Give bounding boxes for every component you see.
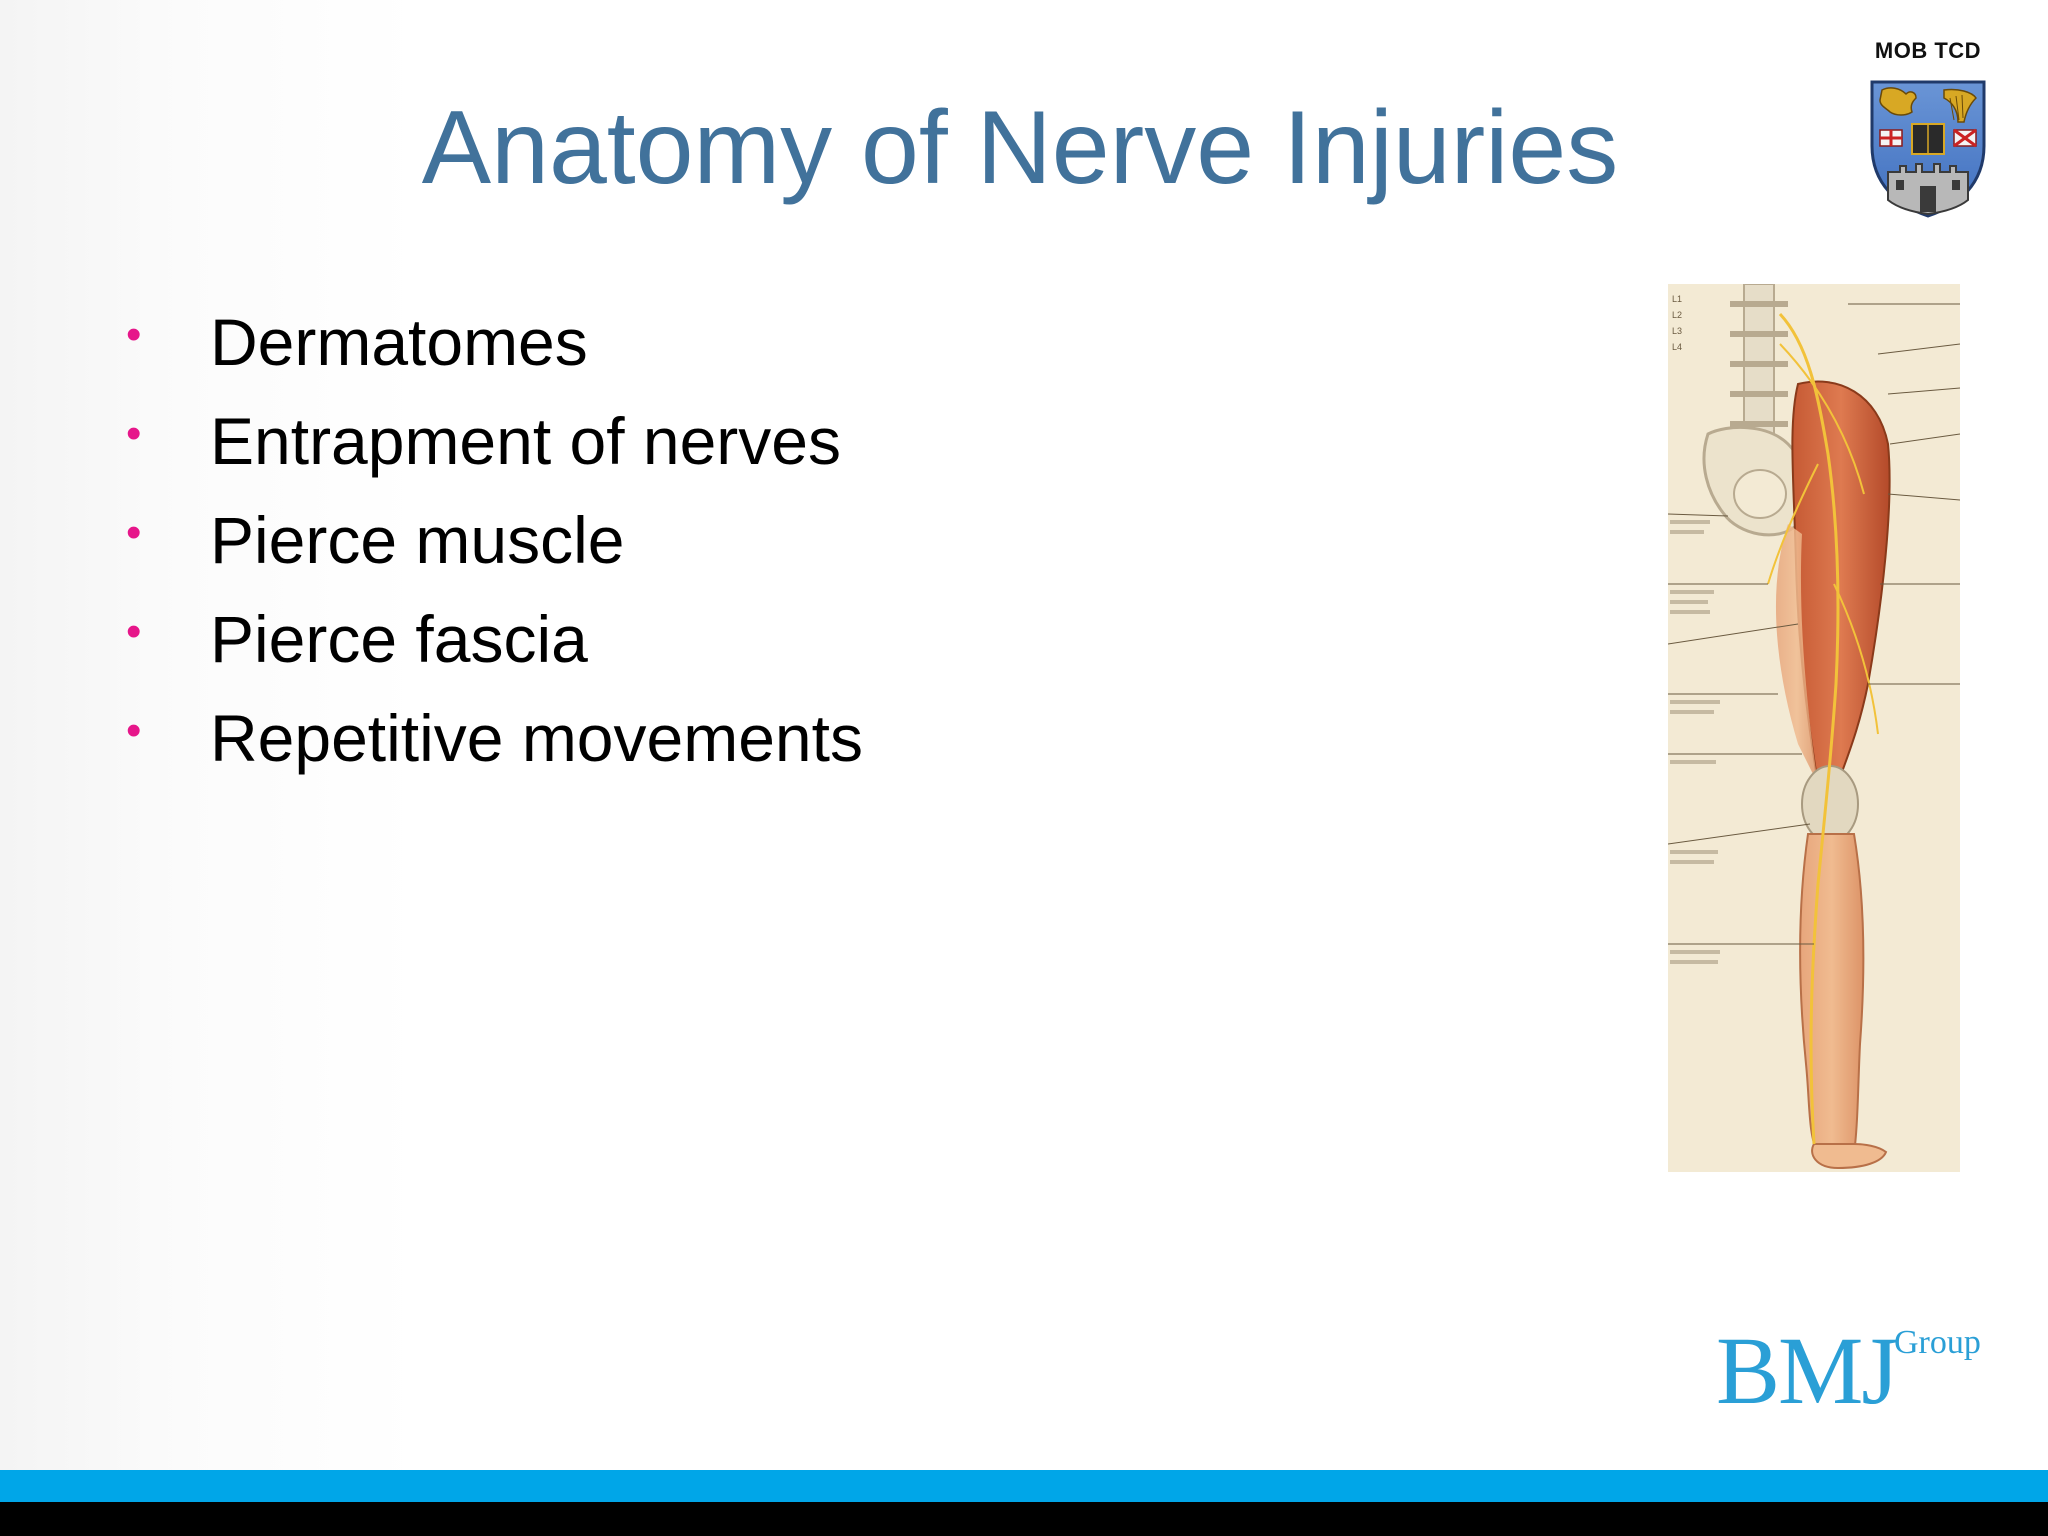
- footer-accent-bar: [0, 1470, 2048, 1502]
- list-item: [120, 589, 863, 688]
- bullet-list: [120, 292, 863, 787]
- bullet-point-icon: •: [126, 705, 142, 755]
- bullet-point-icon: •: [126, 408, 142, 458]
- bmj-logo-main: BMJ: [1716, 1317, 1897, 1424]
- list-item: [120, 391, 863, 490]
- svg-text:L3: L3: [1672, 326, 1683, 336]
- leg-nerve-anatomy-illustration: [1668, 284, 1960, 1172]
- bullet-text: Dermatomes: [210, 304, 588, 379]
- list-item: [120, 490, 863, 589]
- bullet-text: Repetitive movements: [210, 700, 863, 775]
- list-item: [120, 292, 863, 391]
- bullet-text: Pierce fascia: [210, 601, 588, 676]
- institution-label: MOB TCD: [1874, 38, 1982, 63]
- bullet-point-icon: •: [126, 309, 142, 359]
- tcd-crest-icon: [1866, 76, 1990, 220]
- svg-text:L2: L2: [1672, 310, 1683, 320]
- svg-text:L4: L4: [1672, 342, 1683, 352]
- svg-text:L1: L1: [1672, 294, 1683, 304]
- bmj-logo-sub: Group: [1894, 1324, 1981, 1361]
- bullet-text: Pierce muscle: [210, 502, 625, 577]
- bmj-group-logo: [1716, 1316, 1986, 1426]
- slide-title: Anatomy of Nerve Injuries: [421, 90, 1619, 206]
- bullet-point-icon: •: [126, 606, 142, 656]
- list-item: [120, 688, 863, 787]
- footer-base-bar: [0, 1502, 2048, 1536]
- bullet-text: Entrapment of nerves: [210, 403, 841, 478]
- bullet-point-icon: •: [126, 507, 142, 557]
